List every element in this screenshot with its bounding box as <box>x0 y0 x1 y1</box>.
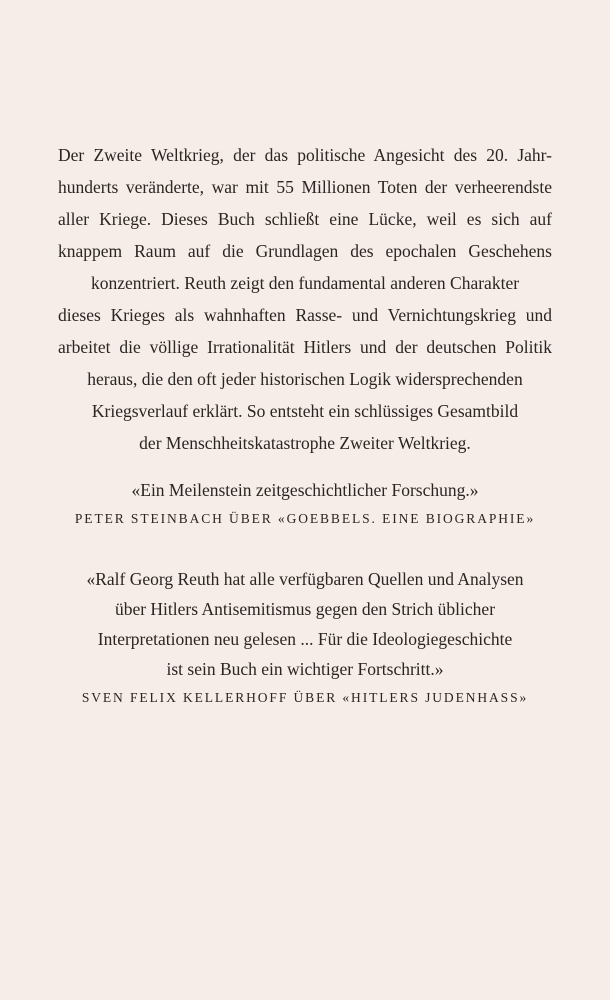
quote-attribution: SVEN FELIX KELLERHOFF ÜBER «HITLERS JUDENHASS» <box>81 690 529 705</box>
quote-text: über Hitlers Antisemitismus gegen den Strich üblicher <box>114 599 496 619</box>
blurb-line: der Menschheitskatastrophe Zweiter Weltkrieg. <box>139 433 471 453</box>
blurb-line: aller Kriege. Dieses Buch schließt eine Lücke, weil es sich auf <box>58 209 552 229</box>
quote-text: «Ralf Georg Reuth hat alle verfügbaren Quellen und Analysen <box>86 569 524 589</box>
blurb-line: Der Zweite Weltkrieg, der das politische Angesicht des 20. Jahr- <box>58 145 552 165</box>
blurb-line: dieses Krieges als wahnhaften Rasse- und Vernichtungskrieg und <box>58 305 552 325</box>
quote-text: «Ein Meilenstein zeitgeschichtlicher Forschung.» <box>131 480 479 500</box>
quote-text: ist sein Buch ein wichtiger Fortschritt.» <box>166 659 444 679</box>
blurb-line: heraus, die den oft jeder historischen Logik widersprechenden <box>87 369 523 389</box>
blurb-line: konzentriert. Reuth zeigt den fundamental anderen Charakter <box>90 273 520 293</box>
blurb-line: Kriegsverlauf erklärt. So entsteht ein schlüssiges Gesamtbild <box>91 401 519 421</box>
blurb-line: arbeitet die völlige Irrationalität Hitlers und der deutschen Politik <box>58 337 552 357</box>
blurb-line: knappem Raum auf die Grundlagen des epochalen Geschehens <box>58 241 552 261</box>
quote-attribution: PETER STEINBACH ÜBER «GOEBBELS. EINE BIOGRAPHIE» <box>74 511 536 526</box>
review-quote <box>30 475 580 529</box>
review-quote <box>30 564 580 708</box>
blurb-paragraph <box>58 139 552 459</box>
blurb-line: hunderts veränderte, war mit 55 Millionen Toten der verheerendste <box>58 177 552 197</box>
quote-text: Interpretationen neu gelesen ... Für die Ideologiegeschichte <box>97 629 513 649</box>
